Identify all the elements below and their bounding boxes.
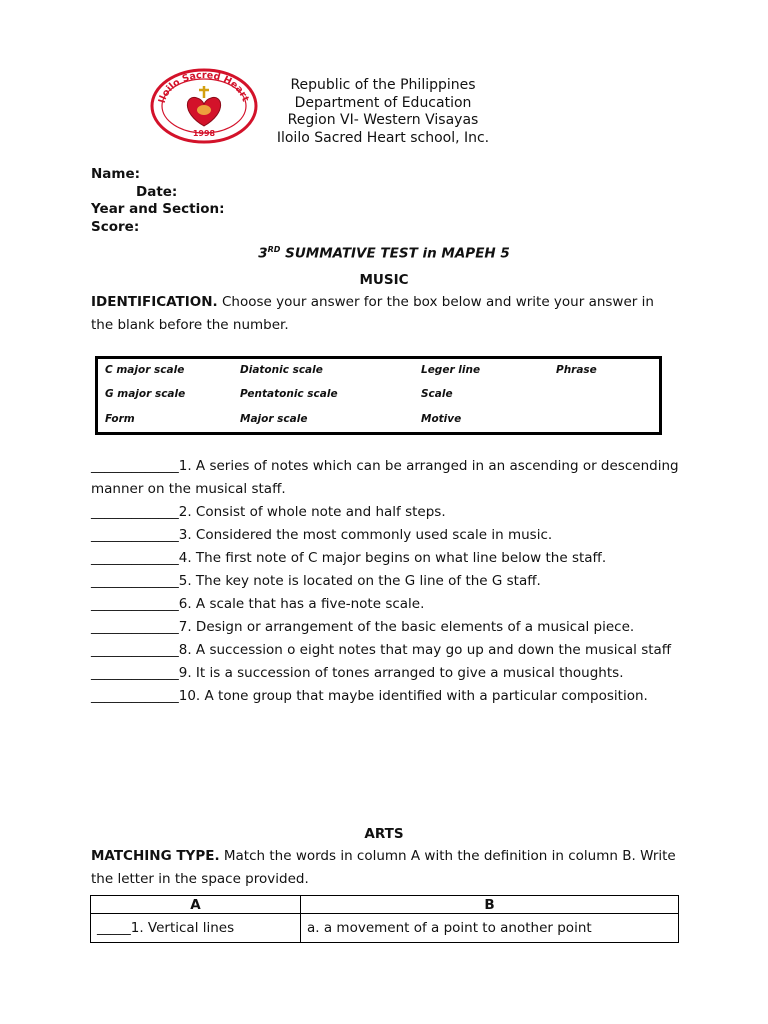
- question-item: _____________6. A scale that has a five-note scale.: [91, 596, 425, 612]
- word-item: Motive: [421, 413, 462, 425]
- word-item: C major scale: [105, 364, 185, 376]
- question-item: _____________1. A series of notes which can be arranged in an ascending or descending manner on the musical staff.: [91, 458, 679, 497]
- test-title: [0, 245, 768, 262]
- identification-questions: [91, 455, 681, 708]
- table-row: [91, 914, 679, 943]
- year-section-label: Year and Section:: [91, 201, 225, 217]
- word-item: G major scale: [105, 388, 186, 400]
- word-item: Pentatonic scale: [240, 388, 338, 400]
- identification-instruction: [91, 291, 676, 337]
- word-item: Form: [105, 413, 135, 425]
- matching-text: Match the words in column A with the definition in column B. Write the letter in the space provided.: [91, 848, 676, 887]
- document-header: [262, 77, 504, 147]
- school-seal: [150, 68, 258, 144]
- word-box: [95, 356, 662, 435]
- question-item: _____________3. Considered the most commonly used scale in music.: [91, 527, 553, 543]
- date-label: Date:: [136, 183, 178, 200]
- student-fields: [91, 166, 225, 236]
- matching-header-row: [91, 896, 679, 914]
- identification-text: Choose your answer for the box below and write your answer in the blank before the number.: [91, 294, 654, 333]
- word-item: Diatonic scale: [240, 364, 323, 376]
- column-a-header: A: [91, 896, 301, 914]
- question-item: _____________4. The first note of C major begins on what line below the staff.: [91, 550, 607, 566]
- question-item: _____________9. It is a succession of tones arranged to give a musical thoughts.: [91, 665, 624, 681]
- name-label: Name:: [91, 166, 141, 182]
- column-b-header: B: [301, 896, 679, 914]
- header-department: Department of Education: [294, 94, 472, 111]
- question-item: _____________10. A tone group that maybe identified with a particular composition.: [91, 688, 648, 704]
- word-item: Phrase: [556, 364, 597, 376]
- title-text: SUMMATIVE TEST in MAPEH 5: [280, 245, 510, 262]
- matching-table: [90, 895, 679, 943]
- identification-label: IDENTIFICATION.: [91, 294, 218, 310]
- question-item: _____________2. Consist of whole note and half steps.: [91, 504, 446, 520]
- matching-instruction: [91, 845, 676, 891]
- header-school: Iloilo Sacred Heart school, Inc.: [276, 129, 490, 146]
- header-republic: Republic of the Philippines: [290, 77, 476, 93]
- matching-item-b: a. a movement of a point to another point: [301, 914, 679, 943]
- question-item: _____________5. The key note is located on the G line of the G staff.: [91, 573, 541, 589]
- matching-item-a: _____1. Vertical lines: [91, 914, 301, 943]
- word-item: Scale: [421, 388, 453, 400]
- arts-heading: ARTS: [364, 826, 404, 842]
- matching-label: MATCHING TYPE.: [91, 848, 220, 864]
- score-label: Score:: [91, 218, 140, 235]
- word-item: Leger line: [421, 364, 481, 376]
- title-ordinal: 3: [258, 245, 268, 262]
- header-region: Region VI- Western Visayas: [287, 112, 479, 128]
- question-item: _____________7. Design or arrangement of the basic elements of a musical piece.: [91, 619, 635, 635]
- seal-text: Iloilo Sacred Heart: [156, 69, 251, 105]
- seal-year: 1998: [192, 129, 216, 138]
- title-superscript: RD: [267, 245, 281, 254]
- music-heading: MUSIC: [359, 272, 409, 288]
- word-item: Major scale: [240, 413, 308, 425]
- question-item: _____________8. A succession o eight notes that may go up and down the musical staff: [91, 642, 672, 658]
